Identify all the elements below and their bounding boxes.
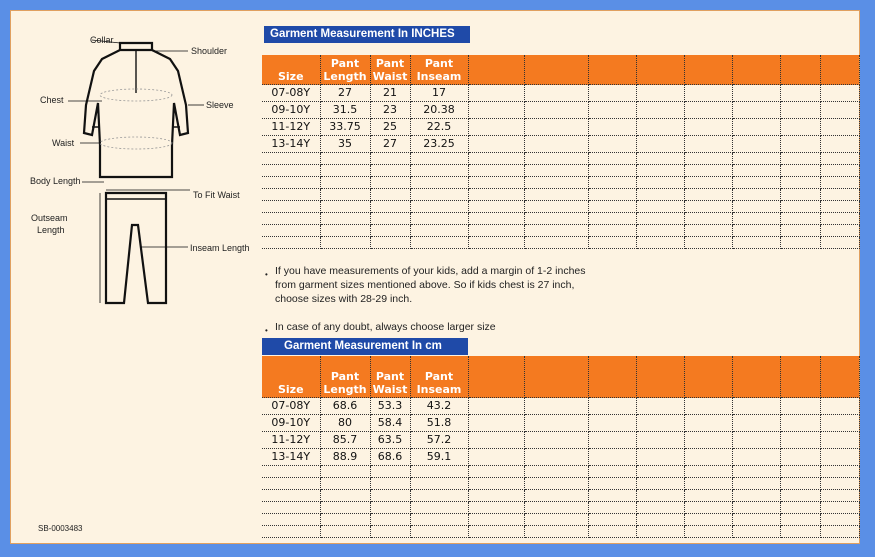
garment-diagram (20, 25, 260, 325)
cell: 58.4 (370, 415, 410, 432)
table-row (262, 119, 859, 136)
cell: 51.8 (410, 415, 468, 432)
cell: 23 (370, 102, 410, 119)
cell: 07-08Y (262, 398, 320, 415)
cell: 07-08Y (262, 85, 320, 102)
table-row (262, 102, 859, 119)
table-row (262, 415, 859, 432)
cell: 11-12Y (262, 432, 320, 449)
label-body-length: Body Length (30, 176, 81, 186)
label-waist: Waist (52, 138, 75, 148)
cell: 27 (370, 136, 410, 153)
note-item: • In case of any doubt, always choose larger size (265, 321, 496, 335)
inches-header-row (262, 55, 859, 85)
cell: 17 (410, 85, 468, 102)
table-row (262, 85, 859, 102)
cell: 35 (320, 136, 370, 153)
cell: 20.38 (410, 102, 468, 119)
cm-header-row (262, 356, 859, 398)
header-pant-length: Pant Length (320, 55, 370, 85)
sku-code: SB-0003483 (38, 524, 83, 533)
cell: 27 (320, 85, 370, 102)
header-pant-waist: Pant Waist (370, 356, 410, 398)
header-pant-waist: Pant Waist (370, 55, 410, 85)
cell: 85.7 (320, 432, 370, 449)
cell: 09-10Y (262, 102, 320, 119)
header-size: Size (262, 356, 320, 398)
inches-table (262, 55, 860, 249)
cell: 13-14Y (262, 136, 320, 153)
cell: 11-12Y (262, 119, 320, 136)
label-outseam-2: Length (37, 225, 65, 235)
header-pant-length: Pant Length (320, 356, 370, 398)
cm-table-title: Garment Measurement In cm (262, 338, 468, 355)
header-size: Size (262, 55, 320, 85)
cell: 80 (320, 415, 370, 432)
cell: 53.3 (370, 398, 410, 415)
cm-table (262, 356, 860, 538)
cell: 21 (370, 85, 410, 102)
label-inseam-length: Inseam Length (190, 243, 250, 253)
table-row (262, 398, 859, 415)
header-pant-inseam: Pant Inseam (410, 55, 468, 85)
cell: 25 (370, 119, 410, 136)
cell: 88.9 (320, 449, 370, 466)
cell: 13-14Y (262, 449, 320, 466)
cell: 09-10Y (262, 415, 320, 432)
cell: 23.25 (410, 136, 468, 153)
cell: 33.75 (320, 119, 370, 136)
inches-table-title: Garment Measurement In INCHES (264, 26, 470, 43)
label-shoulder: Shoulder (191, 46, 228, 56)
cell: 63.5 (370, 432, 410, 449)
cell: 59.1 (410, 449, 468, 466)
note-item: • If you have measurements of your kids, add a margin of 1-2 inches from garment sizes mentioned above. So if kids chest is 27 inch, choose sizes with 28-29 inch. (265, 265, 586, 305)
cell: 68.6 (320, 398, 370, 415)
label-sleeve: Sleeve (206, 100, 234, 110)
notes (265, 264, 595, 334)
table-row (262, 432, 859, 449)
table-row (262, 449, 859, 466)
table-row (262, 136, 859, 153)
cell: 31.5 (320, 102, 370, 119)
label-to-fit-waist: To Fit Waist (193, 190, 240, 200)
cell: 43.2 (410, 398, 468, 415)
cell: 57.2 (410, 432, 468, 449)
cell: 68.6 (370, 449, 410, 466)
label-outseam-1: Outseam (31, 213, 68, 223)
label-chest: Chest (40, 95, 64, 105)
header-pant-inseam: Pant Inseam (410, 356, 468, 398)
cell: 22.5 (410, 119, 468, 136)
label-collar: Collar (90, 35, 114, 45)
